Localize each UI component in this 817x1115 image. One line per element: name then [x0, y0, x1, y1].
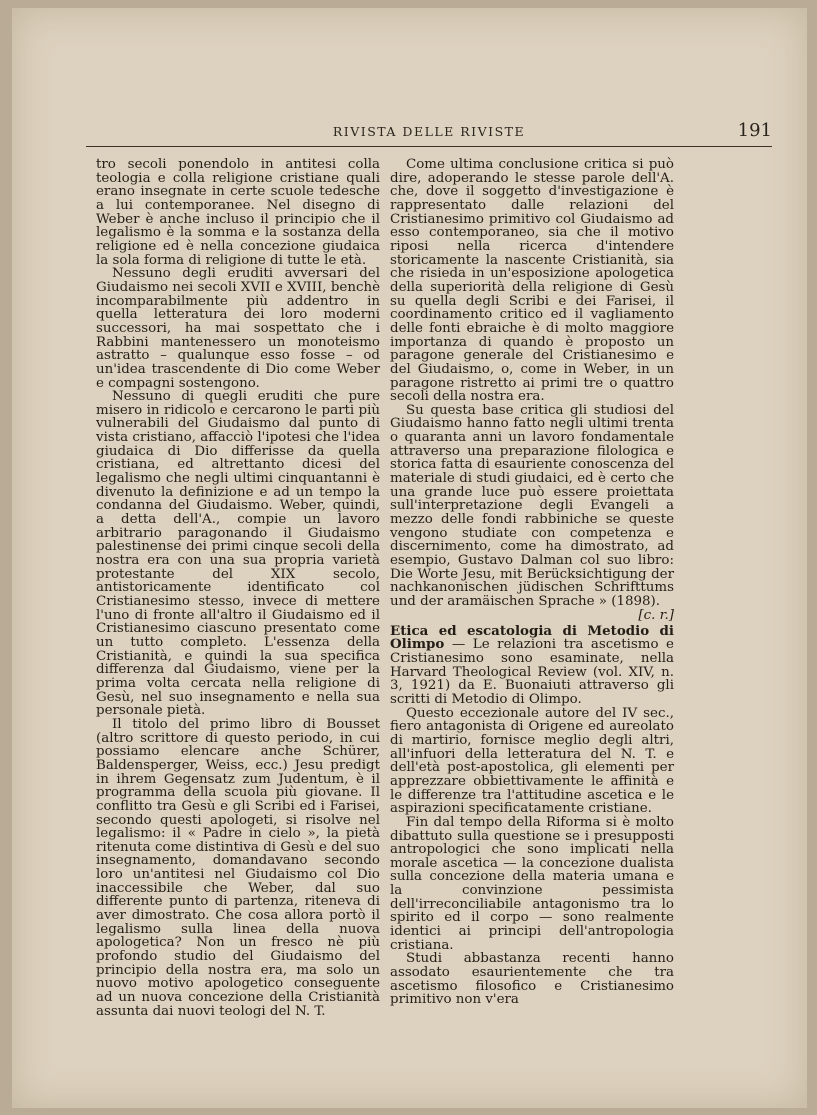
paragraph: Questo eccezionale autore del IV sec., fiero antagonista di Origene ed aureolato di martirio, fornisce meglio degli altri, all'infuori della letteratura del N. T. e dell'età post-apostolica, gli elementi per apprezzare obbiettivamente le affinità e le differenze tra l'attitudine ascetica e le aspirazioni specificatamente cristiane. [390, 705, 674, 817]
paragraph-text: — Le relazioni tra ascetismo e Cristianesimo sono esaminate, nella Harvard Theological Review (vol. XIV, n. 3, 1921) da E. Buonaiuti attraverso gli scritti di Metodio di Olimpo. [390, 637, 674, 707]
paragraph-text: Su questa base critica gli studiosi del Giudaismo hanno fatto negli ultimi trenta o quaranta anni un lavoro fondamentale attraverso una preparazione filologica e storica fatta di esauriente conoscenza del materiale di studi giudaici, ed è certo che una grande luce può essere proiettata sull'interpretazione degli Evangeli a mezzo delle fondi rabbiniche se queste vengono studiate con competenza e discernimento, come ha dimostrato, ad esempio, Gustavo Dalman col suo libro: Die Worte Jesu, mit Berücksichtigung der nachkanonischen jüdischen Schrifttums und der aramäischen Sprache » (1898). [390, 402, 674, 609]
section-heading: Etica ed escatologia di Metodio di Olimpo [390, 622, 674, 653]
paragraph: Studi abbastanza recenti hanno assodato esaurientemente che tra ascetismo filosofico e Cristianesimo primitivo non v'era [390, 951, 674, 1008]
paragraph: Il titolo del primo libro di Bousset (altro scrittore di questo periodo, in cui possiamo elencare anche Schürer, Baldensperger, Weiss, ecc.) Jesu predigt in ihrem Gegensatz zum Judentum, è il programma della scuola più giovane. Il conflitto tra Gesù e gli Scribi ed i Farisei, secondo questi apologeti, si risolve nel legalismo: il « Padre in cielo », la pietà ritenuta come distintiva di Gesù e del suo insegnamento, domandavano secondo loro un'antitesi nel Giudaismo col Dio inaccessibile che Weber, dal suo differente punto di partenza, riteneva di aver dimostrato. Che cosa allora portò il legalismo sulla linea della nuova apologetica? Non un fresco nè più profondo studio del Giudaismo del principio della nostra era, ma solo un nuovo motivo apologetico conseguente ad un nuova concezione della Cristianità assunta dai nuovi teologi del N. T. [96, 716, 380, 1019]
running-title: RIVISTA DELLE RIVISTE [332, 124, 526, 139]
paragraph [390, 402, 674, 623]
left-column [96, 158, 380, 1018]
right-column [390, 158, 674, 1007]
paragraph: Come ultima conclusione critica si può dire, adoperando le stesse parole dell'A. che, dove il soggetto d'investigazione è rappresentato dalle relazioni del Cristianesimo primitivo col Giudaismo ad esso contemporaneo, sia che il motivo riposi nella ricerca d'intendere storicamente la nascente Cristianità, sia che risieda in un'esposizione apologetica della superiorità della religione di Gesù su quella degli Scribi e dei Farisei, il coordinamento critico ed il vagliamento delle fonti ebraiche è di molto maggiore importanza di quando è proposto un paragone generale del Cristianesimo e del Giudaismo, o, come in Weber, in un paragone ristretto ai primi tre o quattro secoli della nostra era. [390, 157, 674, 405]
author-signature: [c. r.] [638, 607, 674, 623]
paragraph: tro secoli ponendolo in antitesi colla teologia e colla religione cristiane quali erano insegnate in certe scuole tedesche a lui contemporanee. Nel disegno di Weber è anche incluso il principio che il legalismo è la somma e la sostanza della religione ed è nella concezione giudaica la sola forma di religione di tutte le età. [96, 157, 380, 268]
section-paragraph [390, 622, 674, 707]
page-header [86, 120, 772, 142]
page-number: 191 [737, 120, 772, 141]
paragraph: Nessuno degli eruditi avversari del Giudaismo nei secoli XVII e XVIII, benchè incomparabilmente più addentro in quella letteratura dei loro moderni successori, ha mai sospettato che i Rabbini mantenessero un monoteismo astratto – qualunque esso fosse – od un'idea trascendente di Dio come Weber e compagni sostengono. [96, 266, 380, 391]
paragraph: Fin dal tempo della Riforma si è molto dibattuto sulla questione se i presupposti antropologici che sono implicati nella morale ascetica — la concezione dualista sulla concezione della materia umana e la convinzione pessimista dell'irreconciliabile antagonismo tra lo spirito ed il corpo — sono realmente identici ai principi dell'antropologia cristiana. [390, 814, 674, 953]
paragraph: Nessuno di quegli eruditi che pure misero in ridicolo e cercarono le parti più vulnerabili del Giudaismo dal punto di vista cristiano, affacciò l'ipotesi che l'idea giudaica di Dio differisse da quella cristiana, ed altrettanto dicesi del legalismo che negli ultimi cinquantanni è divenuto la definizione e ad un tempo la condanna del Giudaismo. Weber, quindi, a detta dell'A., compie un lavoro arbitrario paragonando il Giudaismo palestinense dei primi cinque secoli della nostra era con una sua propria varietà protestante del XIX secolo, antistoricamente identificato col Cristianesimo stesso, invece di mettere l'uno di fronte all'altro il Giudaismo ed il Cristianesimo ciascuno presentato come un tutto completo. L'essenza della Cristianità, e quindi la sua specifica differenza dal Giudaismo, viene per la prima volta cercata nella religione di Gesù, nel suo insegnamento e nella sua personale pietà. [96, 389, 380, 719]
header-rule [86, 146, 772, 147]
